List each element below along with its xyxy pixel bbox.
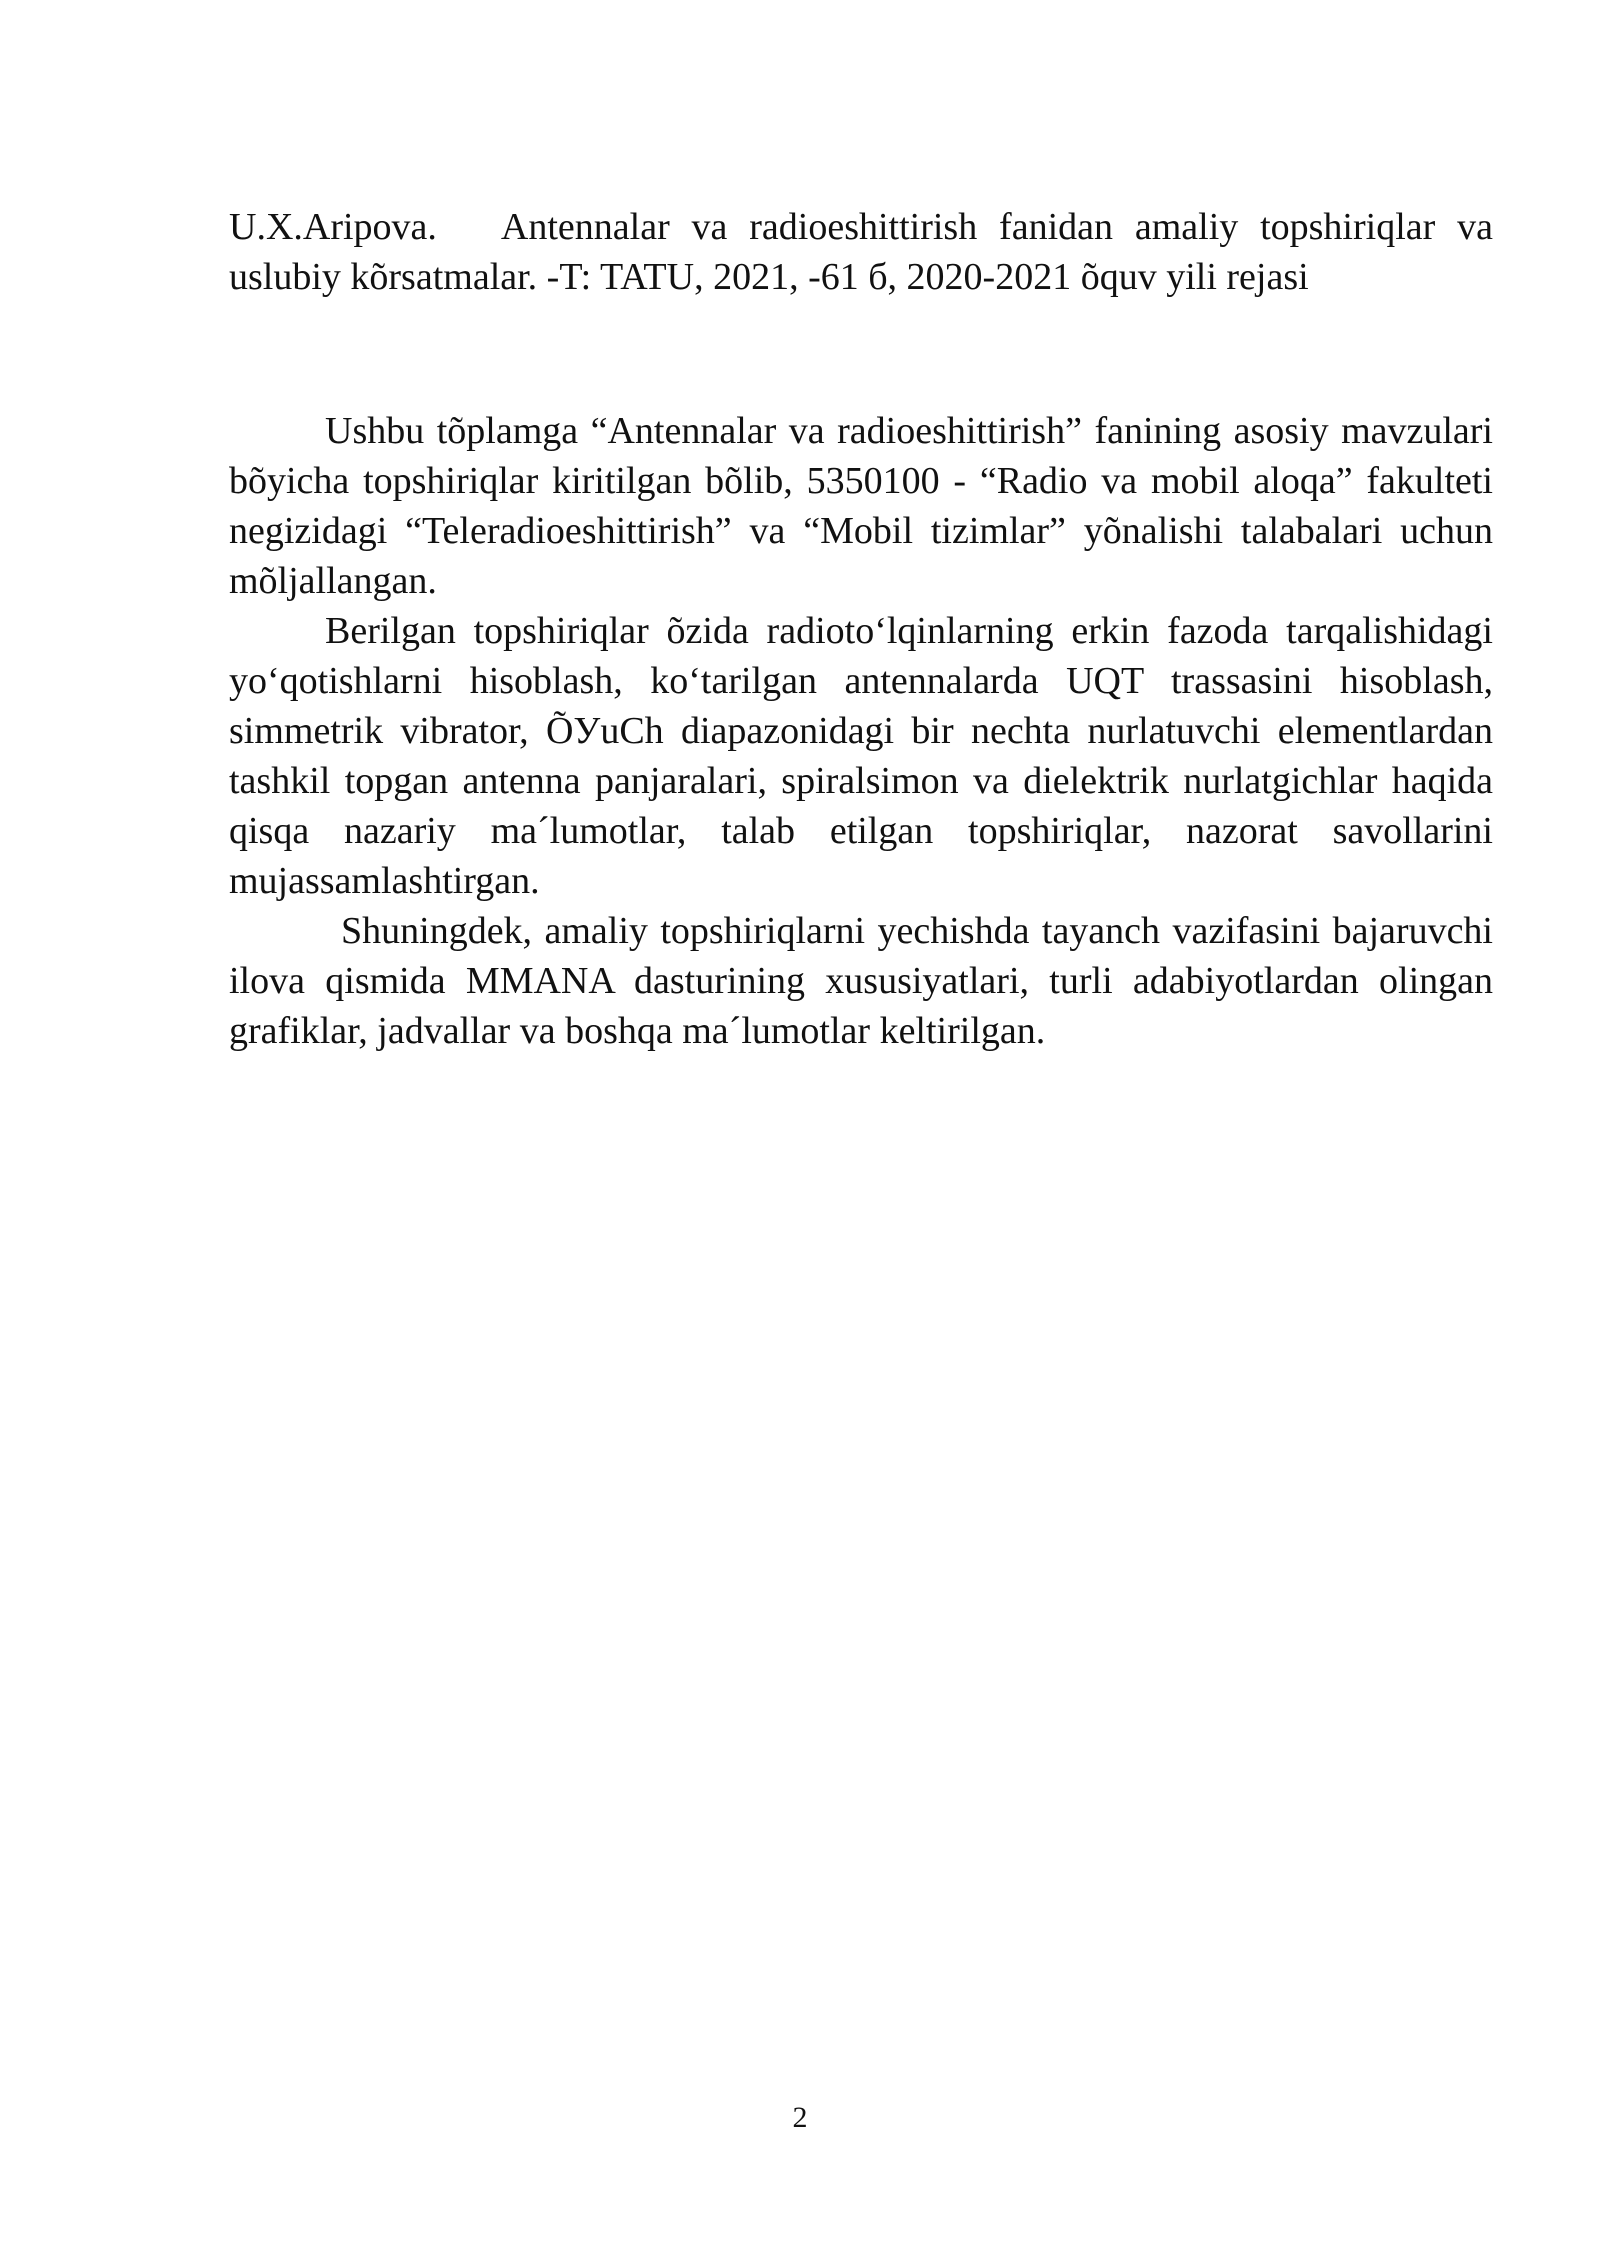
page-number: 2	[792, 2101, 808, 2134]
author-name: U.X.Aripova.	[229, 206, 437, 248]
annotation-section	[229, 406, 1493, 1056]
paragraph-contents: Berilgan topshiriqlar õzida radioto‘lqinlarning erkin fazoda tarqalishidagi yo‘qotishlarni hisoblash, ko‘tarilgan antennalarda UQT trassasini hisoblash, simmetrik vibrator, ÕУuCh diapazonidagi bir nechta nurlatuvchi elementlardan tashkil topgan antenna panjaralari, spiralsimon va dielektrik nurlatgichlar haqida qisqa nazariy ma´lumotlar, talab etilgan topshiriqlar, nazorat savollarini mujassamlashtirgan.	[229, 610, 1493, 902]
paragraph-appendix: Shuningdek, amaliy topshiriqlarni yechishda tayanch vazifasini bajaruvchi ilova qismida MMANA dasturining xususiyatlari, turli adabiyotlardan olingan grafiklar, jadvallar va boshqa ma´lumotlar keltirilgan.	[229, 910, 1493, 1052]
page-content	[229, 202, 1493, 1056]
paragraph-purpose: Ushbu tõplamga “Antennalar va radioeshittirish” fanining asosiy mavzulari bõyicha topshiriqlar kiritilgan bõlib, 5350100 - “Radio va mobil aloqa” fakulteti negizidagi “Teleradioeshittirish” va “Mobil tizimlar” yõnalishi talabalari uchun mõljallangan.	[229, 410, 1493, 602]
bibliographic-reference	[229, 202, 1493, 302]
reference-text: Antennalar va radioeshittirish fanidan amaliy topshiriqlar va uslubiy kõrsatmalar. -T: TATU, 2021, -61 б, 2020-2021 õquv yili rejasi	[229, 206, 1493, 298]
